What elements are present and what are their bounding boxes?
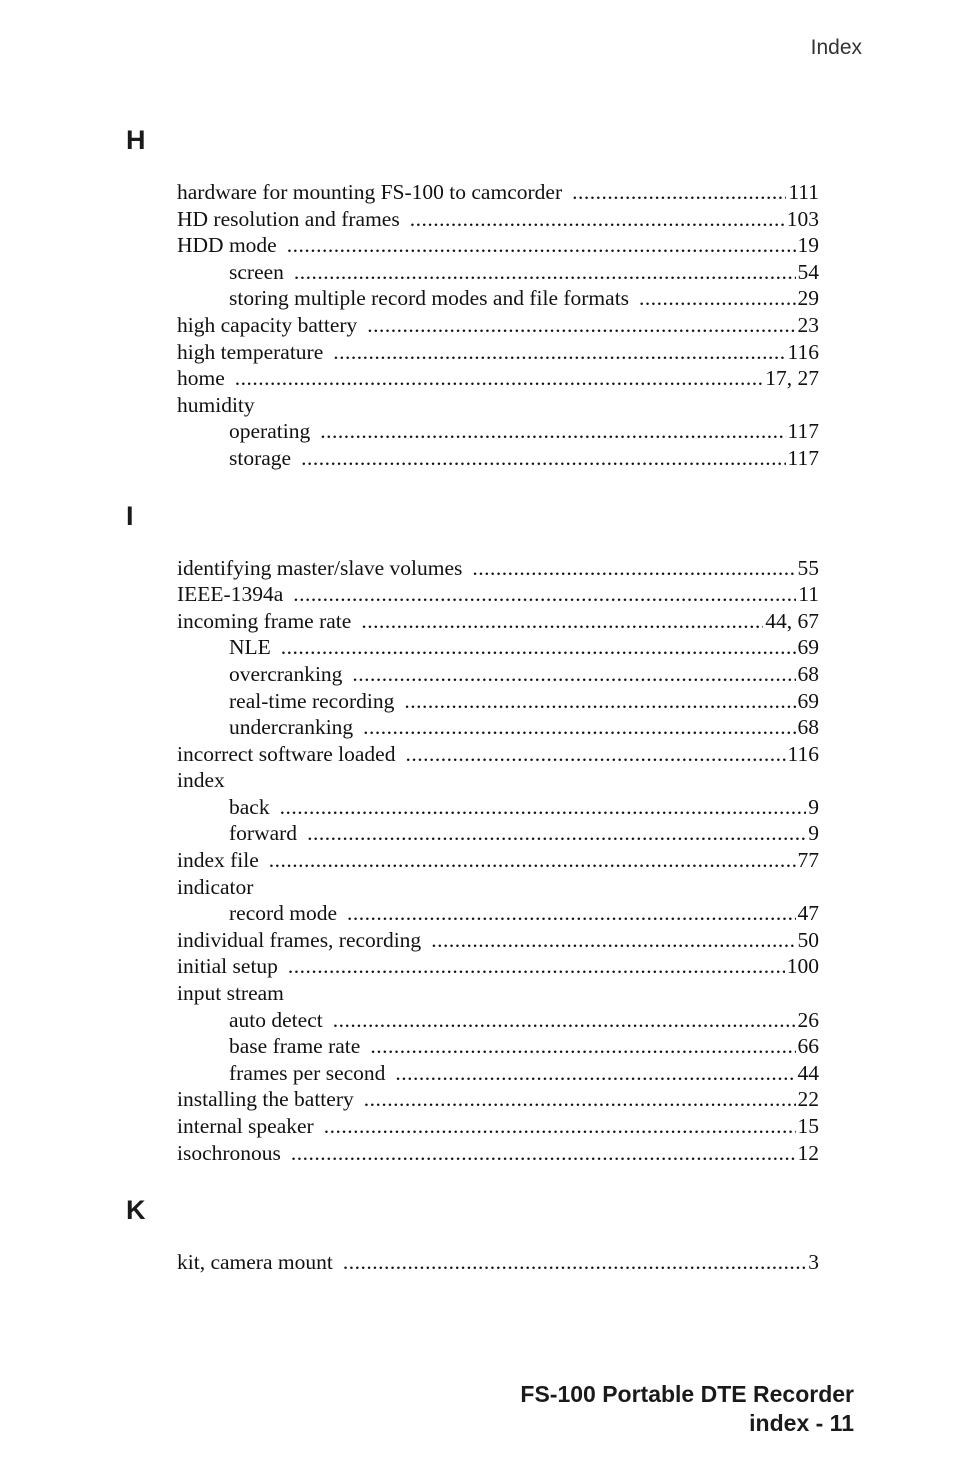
index-entry <box>177 392 819 419</box>
entry-page-numbers: 100 <box>786 954 819 979</box>
entry-term: indicator <box>177 874 254 899</box>
dot-leader <box>395 1060 795 1087</box>
entry-page-numbers: 3 <box>808 1250 819 1275</box>
index-subentry <box>229 259 819 286</box>
entry-term: initial setup <box>177 954 278 979</box>
page-number: index - 11 <box>749 1410 854 1436</box>
entry-term: overcranking <box>229 661 343 686</box>
dot-leader <box>472 555 795 582</box>
entry-page-numbers: 69 <box>797 635 819 660</box>
entry-term: HD resolution and frames <box>177 206 400 231</box>
dot-leader <box>363 714 795 741</box>
dot-leader <box>280 794 807 821</box>
dot-leader <box>235 365 763 392</box>
entry-term: high temperature <box>177 339 324 364</box>
index-subentry <box>229 1033 819 1060</box>
dot-leader <box>367 312 795 339</box>
index-entry <box>177 741 819 768</box>
entry-page-numbers: 26 <box>797 1007 819 1032</box>
index-entry <box>177 980 819 1007</box>
index-body <box>0 118 954 1298</box>
entry-term: undercranking <box>229 715 354 740</box>
dot-leader <box>307 820 806 847</box>
running-header <box>811 36 862 60</box>
entry-term: HDD mode <box>177 233 277 258</box>
product-title: FS-100 Portable DTE Recorder <box>520 1381 854 1407</box>
dot-leader <box>343 1249 806 1276</box>
index-entry <box>177 1249 819 1276</box>
entry-term: NLE <box>229 635 271 660</box>
index-subentry <box>229 688 819 715</box>
index-subentry <box>229 634 819 661</box>
dot-leader <box>361 608 763 635</box>
entry-page-numbers: 50 <box>797 927 819 952</box>
entry-page-numbers: 69 <box>797 688 819 713</box>
index-entry <box>177 232 819 259</box>
index-entry <box>177 1086 819 1113</box>
entry-term: high capacity battery <box>177 312 358 337</box>
entry-page-numbers: 44, 67 <box>765 608 819 633</box>
index-subentry <box>229 794 819 821</box>
dot-leader <box>333 339 785 366</box>
index-subentry <box>229 820 819 847</box>
index-subentry <box>229 661 819 688</box>
dot-leader <box>572 179 786 206</box>
entry-list <box>0 555 954 1167</box>
entry-term: input stream <box>177 981 284 1006</box>
entry-term: operating <box>229 419 311 444</box>
entry-term: installing the battery <box>177 1087 354 1112</box>
index-entry <box>177 953 819 980</box>
entry-page-numbers: 103 <box>786 206 819 231</box>
entry-page-numbers: 117 <box>787 445 819 470</box>
entry-page-numbers: 116 <box>787 741 819 766</box>
section-letter: H <box>126 125 146 155</box>
index-subentry <box>229 285 819 312</box>
dot-leader <box>352 661 795 688</box>
section-letter: I <box>126 500 134 531</box>
entry-term: index file <box>177 848 259 873</box>
entry-page-numbers: 54 <box>797 259 819 284</box>
index-section <box>0 118 954 472</box>
entry-page-numbers: 23 <box>797 312 819 337</box>
entry-page-numbers: 9 <box>808 794 819 819</box>
index-entry <box>177 206 819 233</box>
dot-leader <box>291 1140 796 1167</box>
entry-page-numbers: 15 <box>797 1114 819 1138</box>
index-entry <box>177 312 819 339</box>
dot-leader <box>370 1033 795 1060</box>
dot-leader <box>293 581 796 608</box>
dot-leader <box>269 847 796 874</box>
index-entry <box>177 847 819 874</box>
index-section <box>0 494 954 1167</box>
entry-term: record mode <box>229 901 338 926</box>
index-subentry <box>229 900 819 927</box>
entry-page-numbers: 11 <box>798 582 819 607</box>
index-entry <box>177 365 819 392</box>
dot-leader <box>301 445 785 472</box>
dot-leader <box>404 688 795 715</box>
entry-page-numbers: 12 <box>797 1140 819 1165</box>
entry-term: internal speaker <box>177 1114 314 1138</box>
entry-page-numbers: 116 <box>787 339 819 364</box>
entry-term: incoming frame rate <box>177 608 352 633</box>
dot-leader <box>347 900 795 927</box>
dot-leader <box>320 418 785 445</box>
section-label: Index <box>810 36 862 59</box>
dot-leader <box>431 927 795 954</box>
index-entry <box>177 1140 819 1167</box>
dot-leader <box>639 285 795 312</box>
index-entry <box>177 767 819 794</box>
entry-term: back <box>229 794 270 819</box>
entry-term: screen <box>229 259 284 284</box>
running-footer <box>520 1380 854 1438</box>
entry-page-numbers: 47 <box>797 901 819 926</box>
index-entry <box>177 581 819 608</box>
entry-page-numbers: 29 <box>797 286 819 311</box>
entry-term: forward <box>229 821 298 846</box>
entry-term: storage <box>229 445 292 470</box>
dot-leader <box>281 634 796 661</box>
dot-leader <box>364 1086 796 1113</box>
section-letter: K <box>126 1195 146 1226</box>
index-entry <box>177 339 819 366</box>
entry-list <box>0 1249 954 1276</box>
index-entry <box>177 555 819 582</box>
entry-term: isochronous <box>177 1140 281 1165</box>
entry-term: IEEE-1394a <box>177 582 284 607</box>
entry-page-numbers: 68 <box>797 715 819 740</box>
index-subentry <box>229 1007 819 1034</box>
entry-page-numbers: 19 <box>797 233 819 258</box>
entry-page-numbers: 44 <box>797 1060 819 1085</box>
dot-leader <box>288 953 785 980</box>
index-entry <box>177 608 819 635</box>
index-subentry <box>229 418 819 445</box>
entry-page-numbers: 22 <box>797 1087 819 1112</box>
entry-page-numbers: 55 <box>797 555 819 580</box>
entry-list <box>0 179 954 472</box>
index-entry <box>177 179 819 206</box>
index-entry <box>177 927 819 954</box>
entry-page-numbers: 77 <box>797 848 819 873</box>
index-section <box>0 1188 954 1276</box>
entry-term: base frame rate <box>229 1034 361 1059</box>
index-entry <box>177 874 819 901</box>
dot-leader <box>287 232 796 259</box>
dot-leader <box>410 206 785 233</box>
dot-leader <box>333 1007 796 1034</box>
dot-leader <box>324 1113 796 1140</box>
dot-leader <box>294 259 796 286</box>
index-subentry <box>229 714 819 741</box>
entry-term: humidity <box>177 392 255 417</box>
index-subentry <box>229 445 819 472</box>
entry-term: auto detect <box>229 1007 323 1032</box>
entry-term: identifying master/slave volumes <box>177 555 463 580</box>
index-entry <box>177 1113 819 1140</box>
entry-page-numbers: 117 <box>787 419 819 444</box>
entry-term: incorrect software loaded <box>177 741 396 766</box>
entry-page-numbers: 9 <box>808 821 819 846</box>
index-subentry <box>229 1060 819 1087</box>
entry-page-numbers: 17, 27 <box>765 366 819 391</box>
entry-term: home <box>177 366 225 391</box>
entry-term: individual frames, recording <box>177 927 422 952</box>
entry-term: real-time recording <box>229 688 395 713</box>
entry-term: frames per second <box>229 1060 386 1085</box>
entry-page-numbers: 68 <box>797 661 819 686</box>
dot-leader <box>405 741 785 768</box>
entry-page-numbers: 66 <box>797 1034 819 1059</box>
entry-term: storing multiple record modes and file formats <box>229 286 630 311</box>
entry-term: kit, camera mount <box>177 1250 333 1275</box>
entry-page-numbers: 111 <box>788 180 819 204</box>
entry-term: hardware for mounting FS-100 to camcorder <box>177 180 563 204</box>
entry-term: index <box>177 768 225 793</box>
